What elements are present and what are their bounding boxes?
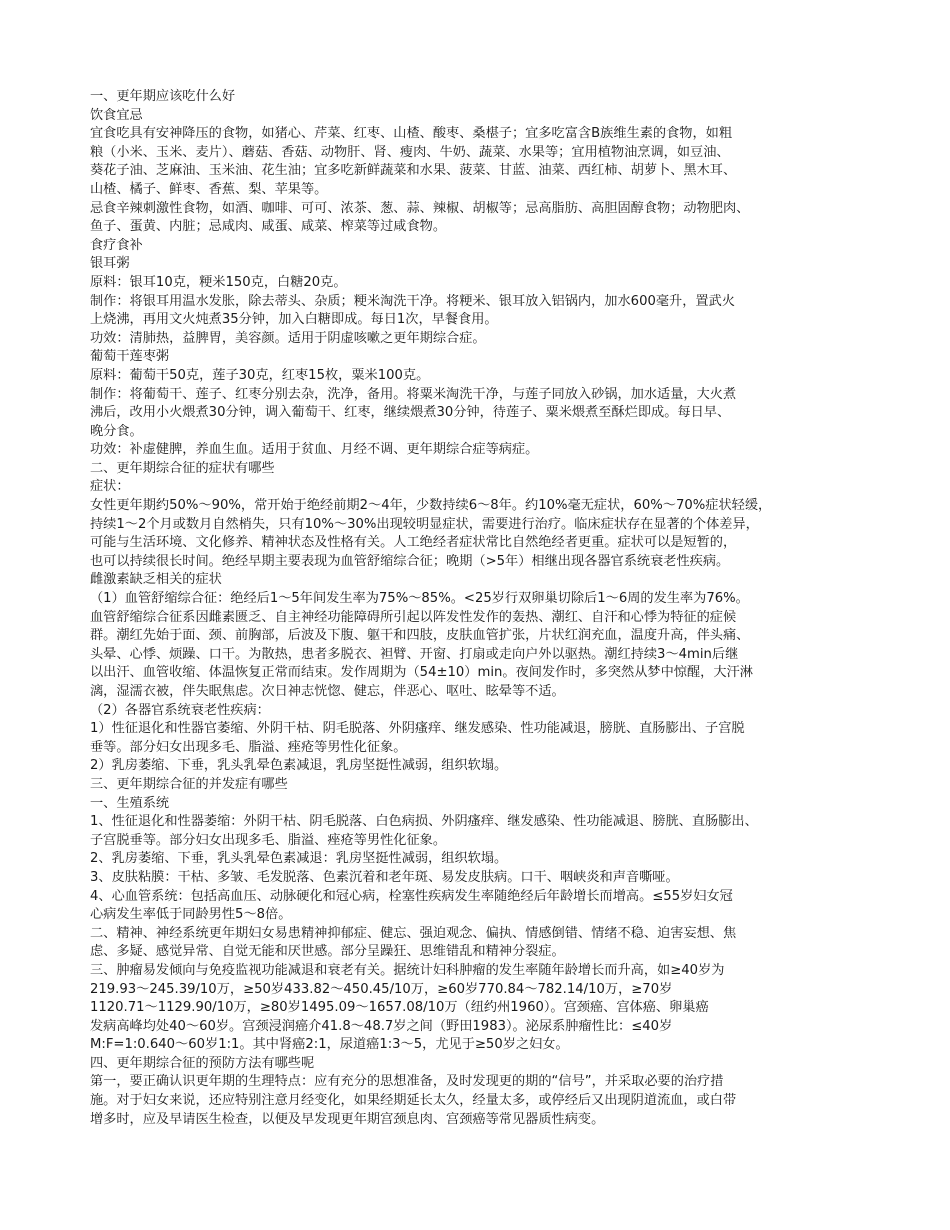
text-line: 增多时，应及早请医生检查，以便及早发现更年期宫颈息肉、宫颈癌等常见器质性病变。 xyxy=(90,1111,605,1127)
text-line: 上烧沸，再用文火炖煮35分钟，加入白糖即成。每日1次，早餐食用。 xyxy=(90,312,498,328)
text-line: 原料：葡萄干50克，莲子30克，红枣15枚，粟米100克。 xyxy=(90,367,430,383)
text-line: 心病发生率低于同龄男性5～8倍。 xyxy=(90,907,292,923)
text-line: 施。对于妇女来说，还应特别注意月经变化，如果经期延长太久，经量太多，或停经后又出现阴道流血，或白带 xyxy=(90,1093,737,1109)
text-line: 雌激素缺乏相关的症状 xyxy=(90,572,222,588)
text-line: 219.93～245.39/10万，≥50岁433.82～450.45/10万，≥60岁770.84～782.14/10万，≥70岁 xyxy=(90,981,673,997)
text-line: 鱼子、蛋黄、内脏；忌咸肉、咸蛋、咸菜、榨菜等过咸食物。 xyxy=(90,219,447,235)
text-line: 山楂、橘子、鲜枣、香蕉、梨、苹果等。 xyxy=(90,181,328,197)
text-line: 3、皮肤粘膜：干枯、多皱、毛发脱落、色素沉着和老年斑、易发皮肤病。口干、咽峡炎和声音嘶哑。 xyxy=(90,869,679,885)
text-line: 三、更年期综合征的并发症有哪些 xyxy=(90,776,288,792)
text-line: 葵花子油、芝麻油、玉米油、花生油；宜多吃新鲜蔬菜和水果、菠菜、甘蓝、油菜、西红柿、胡萝卜、黑木耳、 xyxy=(90,163,737,179)
text-line: 二、精神、神经系统更年期妇女易患精神抑郁症、健忘、强迫观念、偏执、情感倒错、情绪不稳、迫害妄想、焦 xyxy=(90,925,737,941)
text-line: 功效：补虚健脾，养血生血。适用于贫血、月经不调、更年期综合症等病症。 xyxy=(90,442,539,458)
text-line: 血管舒缩综合征系因雌素匮乏、自主神经功能障碍所引起以阵发性发作的轰热、潮红、自汗和心悸为特征的症候 xyxy=(90,609,737,625)
text-line: 4、心血管系统：包括高血压、动脉硬化和冠心病，栓塞性疾病发生率随绝经后年龄增长而增高。≤55岁妇女冠 xyxy=(90,888,733,904)
text-line: 一、生殖系统 xyxy=(90,795,170,811)
text-line: 原料：银耳10克，粳米150克，白糖20克。 xyxy=(90,274,347,290)
text-line: 2）乳房萎缩、下垂，乳头乳晕色素减退，乳房坚挺性减弱，组织软塌。 xyxy=(90,758,508,774)
text-line: 第一，要正确认识更年期的生理特点：应有充分的思想准备，及时发现更的期的“信号”，并采取必要的治疗措 xyxy=(90,1074,724,1090)
text-line: 症状： xyxy=(90,479,130,495)
text-line: （2）各器官系统衰老性疾病： xyxy=(90,702,270,718)
text-line: 1）性征退化和性器官萎缩、外阴干枯、阴毛脱落、外阴瘙痒、继发感染、性功能减退，膀胱、直肠膨出、子宫脱 xyxy=(90,721,745,737)
text-line: 制作：将葡萄干、莲子、红枣分别去杂，洗净，备用。将粟米淘洗干净，与莲子同放入砂锅，加水适量，大火煮 xyxy=(90,386,737,402)
text-line: 虑、多疑、感觉异常、自觉无能和厌世感。部分呈躁狂、思维错乱和精神分裂症。 xyxy=(90,944,565,960)
text-line: 食疗食补 xyxy=(90,237,143,253)
text-line: 可能与生活环境、文化修养、精神状态及性格有关。人工绝经者症状常比自然绝经者更重。症状可以是短暂的， xyxy=(90,535,737,551)
text-line: 二、更年期综合征的症状有哪些 xyxy=(90,460,275,476)
text-line: 女性更年期约50%～90%，常开始于绝经前期2～4年，少数持续6～8年。约10%毫无症状，60%～70%症状轻缓， xyxy=(90,498,772,514)
text-line: 银耳粥 xyxy=(90,256,130,272)
text-line: 宜食吃具有安神降压的食物，如猪心、芹菜、红枣、山楂、酸枣、桑椹子；宜多吃富含B族维生素的食物，如粗 xyxy=(90,126,733,142)
text-line: （1）血管舒缩综合征：绝经后1～5年间发生率为75%～85%。<25岁行双卵巢切除后1～6周的发生率为76%。 xyxy=(90,591,749,607)
text-line: 2、乳房萎缩、下垂，乳头乳晕色素减退：乳房坚挺性减弱，组织软塌。 xyxy=(90,851,508,867)
text-line: 一、更年期应该吃什么好 xyxy=(90,89,236,104)
text-line: M:F=1:0.640～60岁1:1。其中肾癌2:1，尿道癌1:3～5，尤见于≥50岁之妇女。 xyxy=(90,1037,569,1053)
text-line: 饮食宜忌 xyxy=(90,107,143,123)
text-line: 垂等。部分妇女出现多毛、脂溢、痤疮等男性化征象。 xyxy=(90,739,407,755)
text-line: 以出汗、血管收缩、体温恢复正常而结束。发作周期为（54±10）min。夜间发作时，多突然从梦中惊醒，大汗淋 xyxy=(90,665,753,681)
text-line: 三、肿瘤易发倾向与免疫监视功能减退和衰老有关。据统计妇科肿瘤的发生率随年龄增长而升高，如≥40岁为 xyxy=(90,962,725,978)
text-line: 四、更年期综合征的预防方法有哪些呢 xyxy=(90,1055,315,1071)
text-line: 发病高峰均处40～60岁。宫颈浸润癌介41.8～48.7岁之间（野田1983）。泌尿系肿瘤性比：≤40岁 xyxy=(90,1018,673,1034)
text-line: 也可以持续很长时间。绝经早期主要表现为血管舒缩综合征；晚期（>5年）相继出现各器官系统衰老性疾病。 xyxy=(90,553,730,569)
text-line: 1120.71～1129.90/10万，≥80岁1495.09～1657.08/10万（纽约州1960）。宫颈癌、宫体癌、卵巢癌 xyxy=(90,1000,709,1016)
text-line: 功效：清肺热，益脾胃，美容颜。适用于阴虚咳嗽之更年期综合症。 xyxy=(90,330,486,346)
text-line: 漓，湿濡衣被，伴失眠焦虑。次日神志恍惚、健忘，伴恶心、呕吐、眩晕等不适。 xyxy=(90,684,565,699)
text-line: 群。潮红先始于面、颈、前胸部，后波及下腹、躯干和四肢，皮肤血管扩张，片状红润充血，温度升高，伴头痛、 xyxy=(90,628,750,644)
text-line: 1、性征退化和性器萎缩：外阴干枯、阴毛脱落、白色病损、外阴瘙痒、继发感染、性功能减退、膀胱、直肠膨出、 xyxy=(90,814,758,830)
text-line: 忌食辛辣刺激性食物，如酒、咖啡、可可、浓茶、葱、蒜、辣椒、胡椒等；忌高脂肪、高胆固醇食物；动物肥肉、 xyxy=(90,200,750,216)
text-line: 持续1～2个月或数月自然梢失，只有10%～30%出现较明显症状，需要进行治疗。临床症状存在显著的个体差异， xyxy=(90,516,759,532)
text-line: 粮（小米、玉米、麦片）、蘑菇、香菇、动物肝、肾、瘦肉、牛奶、蔬菜、水果等；宜用植物油烹调，如豆油、 xyxy=(90,144,730,160)
text-line: 沸后，改用小火煨煮30分钟，调入葡萄干、红枣，继续煨煮30分钟，待莲子、粟米煨煮至酥烂即成。每日早、 xyxy=(90,405,731,421)
text-line: 葡萄干莲枣粥 xyxy=(90,349,170,365)
text-line: 制作：将银耳用温水发胀，除去蒂头、杂质；粳米淘洗干净。将粳米、银耳放入铝锅内，加水600毫升，置武火 xyxy=(90,293,735,309)
text-line: 晚分食。 xyxy=(90,423,143,439)
text-line: 头晕、心悸、烦躁、口干。为散热，患者多脱衣、袒臂、开窗、打扇或走向户外以驱热。潮红持续3～4min后继 xyxy=(90,646,739,662)
text-line: 子宫脱垂等。部分妇女出现多毛、脂溢、痤疮等男性化征象。 xyxy=(90,832,447,848)
